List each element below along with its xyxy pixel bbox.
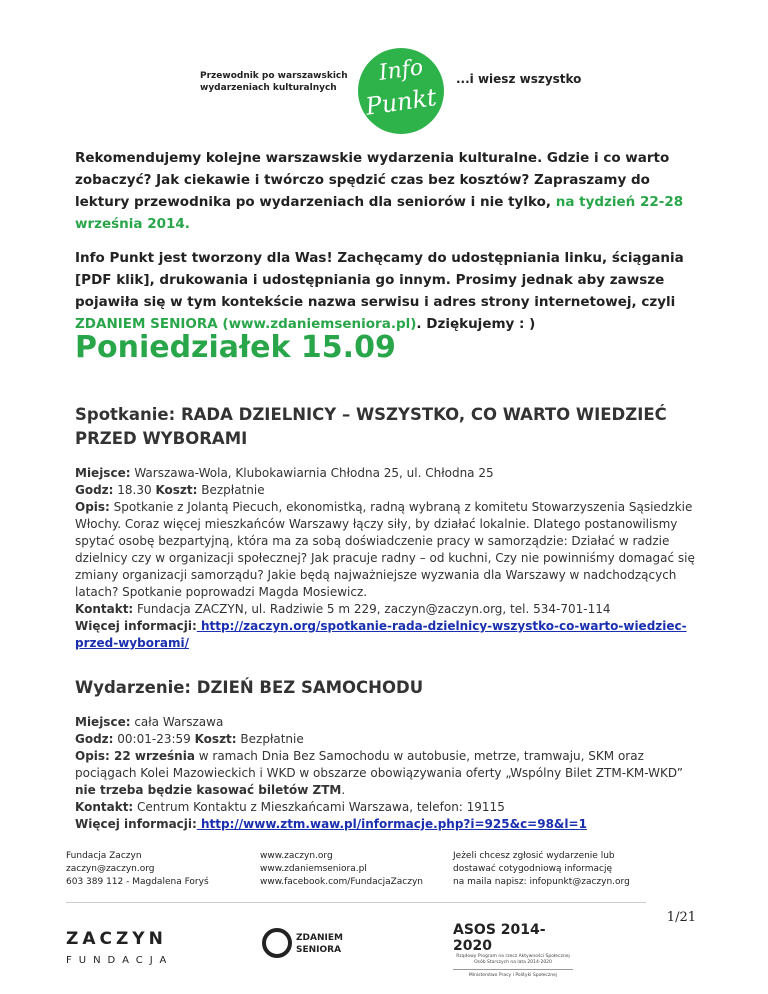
more-info-link[interactable]: http://zaczyn.org/spotkanie-rada-dzielnicy-wszystko-co-warto-wiedziec-przed-wyborami/ [75,619,687,650]
desc-value: Spotkanie z Jolantą Piecuch, ekonomistką, radną wybraną z komitetu Stowarzyszenia Sąsiedzkie Włochy. Coraz więcej mieszkańców Warszawy łączy siły, by działać lokalnie. Dlatego postanowilismy spytać osobę bezpartyjną, która ma za sobą doświadczenie pracy w samorządzie: Działać w radzie dzielnicy czy w organizacji społecznej? Jak pracuje radny – od kuchni, Czy nie powinniśmy domagać się zmiany organizacji samorządu? Jakie będą najważniejsze wyzwania dla Warszawy w nadchodzących latach? Spotkanie poprowadzi Magda Mosiewicz. [75,500,695,599]
event-time-cost [75,482,695,499]
event-title: Spotkanie: RADA DZIELNICY – WSZYSTKO, CO WARTO WIEDZIEĆ PRZED WYBORAMI [75,405,667,448]
tagline: ...i wiesz wszystko [456,72,582,86]
more-label: Więcej informacji: [75,619,197,633]
footer-website-2[interactable]: www.zdaniemseniora.pl [260,864,367,874]
intro-paragraph-1 [75,147,695,235]
footer-org-name: Fundacja Zaczyn [66,851,142,861]
footer-websites [260,850,423,889]
place-label: Miejsce: [75,466,131,480]
asos-ministry: Ministerstwo Pracy i Polityki Społecznej [468,973,558,978]
place-label: Miejsce: [75,715,131,729]
cost-value: Bezpłatnie [197,483,265,497]
event-place [75,465,695,482]
event-contact [75,799,695,816]
guide-subtitle [200,70,350,94]
time-value: 18.30 [113,483,156,497]
intro-p2-end: . Dziękujemy : ) [416,316,536,332]
desc-label: Opis: [75,500,110,514]
footer-email[interactable]: zaczyn@zaczyn.org [66,864,155,874]
zs-line-1: ZDANIEM [296,933,343,943]
contact-label: Kontakt: [75,602,134,616]
guide-line-1: Przewodnik po warszawskich [200,71,348,81]
event-card [75,676,695,833]
contact-value: Centrum Kontaktu z Mieszkańcami Warszawa, telefon: 19115 [133,800,505,814]
footer-submit-line-1: Jeżeli chcesz zgłosić wydarzenie lub [453,851,615,861]
cost-value: Bezpłatnie [236,732,304,746]
location-pin-icon [262,928,292,958]
time-label: Godz: [75,483,114,497]
asos-logo [453,922,573,979]
day-title: Poniedziałek 15.09 [75,330,396,365]
asos-divider [453,969,573,970]
event-place [75,714,695,731]
footer-submit-line-3: na maila napisz: infopunkt@zaczyn.org [453,877,630,887]
footer-website-3[interactable]: www.facebook.com/FundacjaZaczyn [260,877,424,887]
footer-submit-line-2: dostawać cotygodniową informację [453,864,613,874]
asos-subtitle: Rządowy Program na rzecz Aktywności Społecznej Osób Starszych na lata 2014-2020 [456,954,570,965]
more-info-link[interactable]: http://www.ztm.waw.pl/informacje.php?i=925&c=98&l=1 [196,817,587,831]
cost-label: Koszt: [194,732,237,746]
asos-title: ASOS 2014-2020 [453,922,546,954]
desc-end: . [341,783,346,797]
footer-divider [66,902,646,903]
intro-paragraph-2 [75,247,695,335]
zaczyn-logo [66,928,173,972]
event-time-cost [75,731,695,748]
cost-label: Koszt: [155,483,198,497]
zaczyn-logo-sub: FUNDACJA [66,955,174,966]
desc-emphasis: nie trzeba będzie kasować biletów ZTM [75,783,342,797]
intro-p1-text: Rekomendujemy kolejne warszawskie wydarzenia kulturalne. Gdzie i co warto zobaczyć? Jak ciekawie i twórczo spędzić czas bez kosztów? Zapraszamy do lektury przewodnika po wydarzeniach dla seniorów i nie tylko, [75,150,670,210]
page-number: 1/21 [666,910,696,925]
event-description [75,499,695,601]
footer-website-1[interactable]: www.zaczyn.org [260,851,333,861]
header [0,40,768,120]
week-range: na tydzień 22-28 września 2014. [75,194,684,232]
footer-contact [66,850,209,889]
place-value: cała Warszawa [130,715,224,729]
event-card [75,403,695,652]
zs-line-2: SENIORA [296,945,342,955]
time-value: 00:01-23:59 [113,732,195,746]
logo-line-1: Info [377,55,425,86]
logo-line-2: Punkt [363,83,439,121]
info-punkt-logo [358,48,444,134]
footer [0,850,768,994]
event-description [75,748,695,799]
intro [75,147,695,347]
event-more-info [75,618,695,652]
event-title: Wydarzenie: DZIEŃ BEZ SAMOCHODU [75,678,424,697]
zaczyn-logo-text: ZACZYN [66,929,167,949]
desc-label: Opis: [75,749,110,763]
zs-logo-text [296,932,343,956]
footer-phone: 603 389 112 - Magdalena Foryś [66,877,209,887]
site-name-link[interactable]: ZDANIEM SENIORA (www.zdaniemseniora.pl) [75,316,417,332]
event-more-info [75,816,695,833]
place-value: Warszawa-Wola, Klubokawiarnia Chłodna 25, ul. Chłodna 25 [130,466,494,480]
desc-date: 22 września [109,749,195,763]
intro-p2-text: Info Punkt jest tworzony dla Was! Zachęcamy do udostępniania linku, ściągania [PDF klik], drukowania i udostępniania go innym. Prosimy jednak aby zawsze pojawiła się w tym kontekście nazwa serwisu i adres strony internetowej, czyli [75,250,684,310]
desc-value: w ramach Dnia Bez Samochodu w autobusie, metrze, tramwaju, SKM oraz pociągach Kolei Mazowieckich i WKD w obszarze obowiązywania oferty „Wspólny Bilet ZTM-KM-WKD” [75,749,683,780]
time-label: Godz: [75,732,114,746]
contact-value: Fundacja ZACZYN, ul. Radziwie 5 m 229, zaczyn@zaczyn.org, tel. 534-701-114 [133,602,611,616]
more-label: Więcej informacji: [75,817,197,831]
footer-submit-info [453,850,630,889]
guide-line-2: wydarzeniach kulturalnych [200,83,337,93]
contact-label: Kontakt: [75,800,134,814]
event-contact [75,601,695,618]
